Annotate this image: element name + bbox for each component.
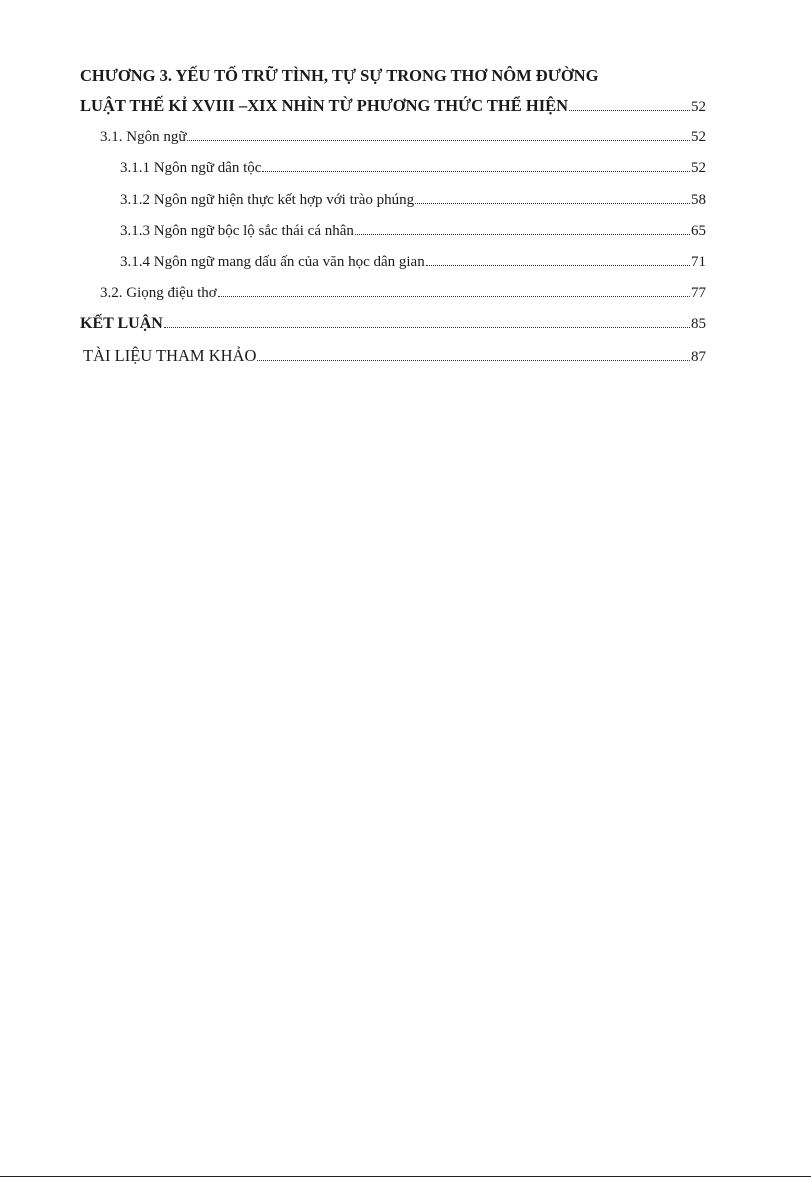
dot-leader	[218, 285, 690, 297]
dot-leader	[415, 192, 690, 204]
toc-entry-label: 3.1.1 Ngôn ngữ dân tộc	[120, 160, 262, 177]
toc-entry-references[interactable]	[80, 346, 706, 377]
toc-entry-label: KẾT LUẬN	[80, 315, 163, 333]
toc-entry-label: 3.2. Giọng điệu thơ	[100, 285, 217, 302]
toc-entry-3-1-4[interactable]	[80, 252, 706, 283]
toc-entry-3-2[interactable]	[80, 283, 706, 314]
page-number: 85	[691, 316, 706, 333]
toc-entry-conclusion[interactable]	[80, 314, 706, 345]
dot-leader	[355, 223, 690, 235]
page-number: 52	[691, 129, 706, 146]
toc-entry-label: 3.1.4 Ngôn ngữ mang dấu ấn của văn học dân gian	[120, 253, 425, 270]
toc-entry-label: 3.1.3 Ngôn ngữ bộc lộ sắc thái cá nhân	[120, 222, 354, 239]
table-of-contents	[80, 66, 706, 377]
chapter-title-line2: LUẬT THẾ KỈ XVIII –XIX NHÌN TỪ PHƯƠNG THỨC THỂ HIỆN	[80, 96, 569, 115]
toc-entry-3-1-2[interactable]	[80, 190, 706, 221]
toc-entry-3-1[interactable]	[80, 127, 706, 158]
dot-leader	[426, 254, 690, 266]
bottom-border-line	[0, 1176, 811, 1177]
dot-leader	[257, 349, 690, 361]
toc-entry-chapter-3[interactable]	[80, 96, 706, 127]
toc-entry-3-1-1[interactable]	[80, 158, 706, 189]
dot-leader	[187, 129, 690, 141]
page-number: 65	[691, 222, 706, 239]
page-number: 58	[691, 191, 706, 208]
chapter-title-line1: CHƯƠNG 3. YẾU TỐ TRỮ TÌNH, TỰ SỰ TRONG THƠ NÔM ĐƯỜNG	[80, 66, 599, 85]
page-number: 77	[691, 285, 706, 302]
dot-leader	[164, 316, 690, 328]
page-number: 52	[691, 99, 706, 115]
dot-leader	[262, 160, 690, 172]
toc-entry-3-1-3[interactable]	[80, 221, 706, 252]
page-number: 52	[691, 160, 706, 177]
page-number: 87	[691, 348, 706, 365]
toc-entry-label: 3.1. Ngôn ngữ	[100, 129, 187, 146]
toc-entry-label: 3.1.2 Ngôn ngữ hiện thực kết hợp với trào phúng	[120, 191, 415, 208]
page-number: 71	[691, 253, 706, 270]
dot-leader	[569, 99, 690, 111]
toc-entry-label: TÀI LIỆU THAM KHẢO	[83, 345, 257, 365]
